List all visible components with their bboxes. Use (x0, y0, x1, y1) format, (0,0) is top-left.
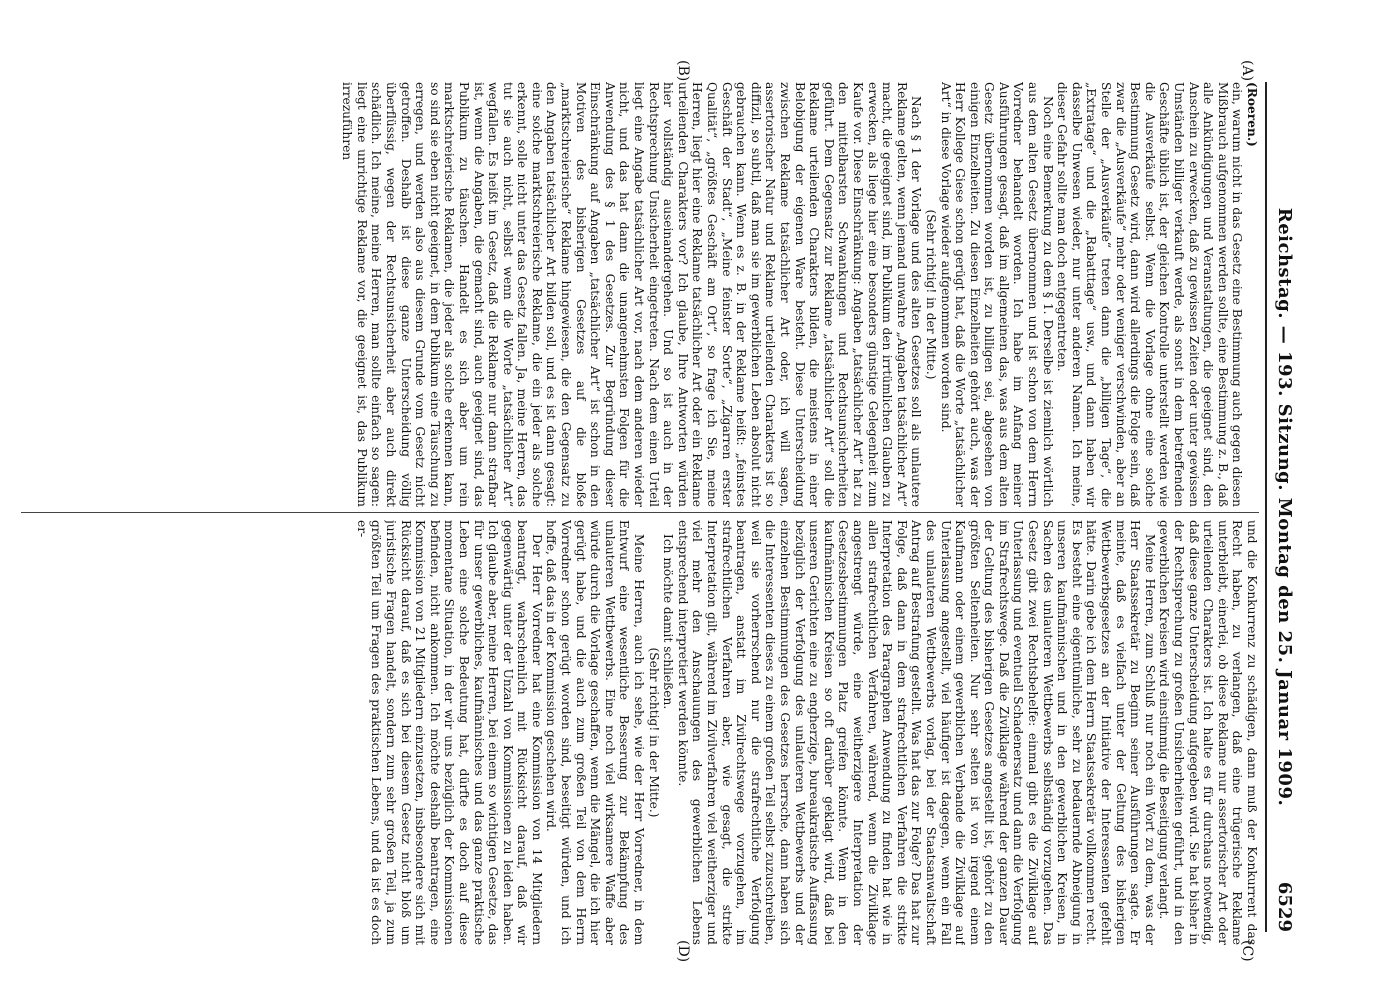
header-rule (1265, 82, 1267, 932)
paragraph: Der Herr Vorredner hat eine Kommission von 14 Mitgliedern beantragt, wahrscheinlich mit Rücksicht darauf, daß wir gegenwärtig unter der Unzahl von Kommissionen zu leiden haben. Ich glaube aber, meine Herren, bei einem so wichtigen Gesetze, das für unser gewerbliches, kaufmännisches und das ganze praktische Leben eine solche Bedeutung hat, dürfte es doch auf diese momentane Situation, in der wir uns bezüglich der Kommissionen befinden, nicht ankommen. Ich möchte deshalb beantragen, eine Kommission von 21 Mitgliedern einzusetzen, insbesondere sich mit Rücksicht darauf, daß es sich bei diesem Gesetz nicht bloß um juristische Fragen handelt, sondern zum sehr großen Teil, ja zum größten Teil um Fragen des praktischen Lebens, und da ist es doch er- (354, 520, 544, 945)
paragraph: ein, warum nicht in das Gesetz eine Bestimmung auch gegen diesen Mißbrauch aufgenommen werden sollte, eine Bestimmung z. B., daß alle Ankündigungen und Veranstaltungen, die geeignet sind, den Anschein zu erwecken, daß zu gewissen Zeiten oder unter gewissen Umständen billiger verkauft werde, als sonst in dem betreffenden Geschäfte üblich ist, der gleichen Kontrolle unterstellt werden wie die Ausverkäufe selbst. Wenn die Vorlage ohne eine solche Bestimmung Gesetz wird, dann wird allerdings die Folge sein, daß zwar die „Ausverkäufe“ mehr oder weniger verschwinden, aber an Stelle der „Ausverkäufe“ treten dann die „billigen Tage“, die „Extratage“ und die „Rabatttage“ usw., und dann haben wir dasselbe Unwesen wieder, nur unter anderen Namen. Ich meine, dieser Gefahr sollte man doch entgegentreten. (1055, 82, 1245, 507)
speaker-label: (Roeren.) (1245, 82, 1259, 147)
margin-marker-c: (C) (1239, 940, 1255, 962)
margin-marker-d: (D) (675, 940, 691, 963)
paragraph: Meine Herren, auch ich sehe, wie der Herr Vorredner, in dem Entwurf eine wesentliche Besserung zur Bekämpfung des unlauteren Wettbewerbs. Eine noch viel wirksamere Waffe aber würde durch die Vorlage geschaffen, wenn die Mängel, die ich hier gerügt habe, und die auch zum großen Teil von dem Herrn Vorredner schon gerügt worden sind, beseitigt würden, und ich hoffe, daß das in der Kommission geschehen wird. (544, 520, 647, 945)
paragraph: Meine Herren, zum Schluß nur noch ein Wort zu dem, was der Herr Staatssekretär zu Beginn seiner Ausführungen sagte. Er meinte, daß es vielfach unter der Geltung des bisherigen Wettbewerbsgesetzes an der Initiative der Interessenten gefehlt hätte. Darin gebe ich dem Herrn Staatssekretär vollkommen recht. Es besteht eine eigentümliche, sehr zu bedauernde Abneigung in unseren kaufmännischen und in den gewerblichen Kreisen, in Sachen des unlauteren Wettbewerbs selbständig vorzugehen. Das Gesetz gibt zwei Rechtsbehelfe: einmal gibt es die Zivilklage auf Unterlassung und eventuell Schadenersatz und dann die Verfolgung im Strafrechtswege. Daß die Zivilklage während der ganzen Dauer der Geltung des bisherigen Gesetzes angestellt ist, gehört zu den größten Seltenheiten. Nur sehr selten ist von irgend einem Kaufmann oder einem gewerblichen Verbande die Zivilklage auf Unterlassung angestellt, viel häufiger ist dagegen, wenn ein Fall des unlauteren Wettbewerbs vorlag, bei der Staatsanwaltschaft Antrag auf Bestrafung gestellt. Was hat das zur Folge? Das hat zur Folge, daß dann in dem strafrechtlichen Verfahren die strikte Interpretation des Paragraphen Anwendung zu finden hat wie in allen strafrechtlichen Verfahren, während, wenn die Zivilklage angestrengt würde, eine weitherzigere Interpretation der Gesetzesbestimmungen Platz greifen könnte. Wenn in den kaufmännischen Kreisen so oft darüber geklagt wird, daß bei unseren Gerichten eine zu engherzige, bureaukratische Auffassung bezüglich der Verfolgung des unlauteren Wettbewerbs und der einzelnen Bestimmungen des Gesetzes herrsche, dann haben sich die Interessenten dieses zu einem großen Teil selbst zuzuschreiben, weil sie vorherrschend nur die strafrechtliche Verfolgung beantragen, anstatt im Zivilrechtswege vorzugehen, im strafrechtlichen Verfahren aber, wie gesagt, die strikte Interpretation gilt, während im Zivilverfahren viel weitherziger und viel mehr den Anschauungen des gewerblichen Lebens entsprechend interpretiert werden könnte. (675, 520, 1157, 945)
page-number: 6529 (1274, 881, 1295, 932)
paragraph: Ich möchte damit schließen. (661, 534, 676, 710)
paragraph: und die Konkurrenz zu schädigen, dann muß der Konkurrent das Recht haben, zu verlangen, daß eine trügerische Reklame unterbleibt, einerlei, ob diese Reklame nur assertorischer Art oder urteilenden Charakters ist. Ich halte es für durchaus notwendig, daß diese ganze Unterscheidung aufgegeben wird. Sie hat bisher in der Rechtsprechung zu großen Unsicherheiten geführt, und in den gewerblichen Kreisen wird einstimmig die Beseitigung verlangt. (1157, 520, 1259, 945)
newspaper-page (3, 0, 1303, 1000)
paragraph: Noch eine Bemerkung zu dem § 1. Derselbe ist ziemlich wörtlich aus dem alten Gesetz übernommen und ist schon von dem Herrn Vorredner behandelt worden. Ich habe im Anfang meiner Ausführungen gesagt, daß im allgemeinen das, was aus dem alten Gesetz übernommen worden ist, zu billigen sei, abgesehen von einigen Einzelheiten. Zu diesen Einzelheiten gehört auch, was der Herr Kollege Giese schon gerügt hat, daß die Worte „tatsächlicher Art“ in diese Vorlage wieder aufgenommen worden sind. (938, 82, 1055, 507)
interjection: (Sehr richtig! in der Mitte.) (646, 647, 661, 818)
left-column (21, 82, 1259, 507)
margin-marker-b: (B) (675, 60, 691, 82)
page-title: Reichstag. — 193. Sitzung. Montag den 25. Januar 1909. (1274, 207, 1295, 807)
interjection: (Sehr richtig! in der Mitte.) (923, 209, 938, 380)
page-header (1271, 82, 1295, 932)
paragraph: Nach § 1 der Vorlage und des alten Gesetzes soll als unlautere Reklame gelten, wenn jemand unwahre „Angaben tatsächlicher Art“ macht, die geeignet sind, im Publikum den irrtümlichen Glauben zu erwecken, als liege hier eine besonders günstige Gelegenheit zum Kaufe vor. Diese Einschränkung: Angaben „tatsächlicher Art“ hat zu den mittelbarsten Schwankungen und Rechtsunsicherheiten geführt. Dem Gegensatz zur Reklame „tatsächlicher Art“ soll die Reklame urteilenden Charakters bilden, die meistens in einer Belobigung der eigenen Ware besteht. Diese Unterscheidung zwischen Reklame tatsächlicher Art oder, ich will sagen, assertorischer Natur und Reklame urteilenden Charakters ist so diffizil, so subtil, daß man sie im gewerblichen Leben absolut nicht gebrauchen kann. Wenn es z. B. in der Reklame heißt: „feinstes Geschäft der Stadt“, „Meine feinster Sorte“, „Zigarren erster Qualität“, „größtes Geschäft am Ort“, so frage ich Sie, meine Herren, liegt hier eine Reklame tatsächlicher Art oder ein Reklame urteilenden Charakters vor? Ich glaube, Ihre Antworten würden hier vollständig auseinandergehen. Und so ist auch in der Rechtsprechung Unsicherheit eingetreten. Nach dem einen Urteil liegt eine Angabe tatsächlicher Art vor, nach dem anderen wieder nicht, und das hat dann die unangenehmsten Folgen für die Anwendung des § 1 des Gesetzes. Zur Begründung dieser Einschränkung auf Angaben „tatsächlicher Art“ ist schon in den Motiven des bisherigen Gesetzes auf die bloße „marktschreierische“ Reklame hingewiesen, die den Gegensatz zu den Angaben tatsächlicher Art bilden soll, und es ist dann gesagt: eine solche marktschreierische Reklame, die ein jeder als solche erkennt, solle nicht unter das Gesetz fallen. Ja, meine Herren, das tut sie auch nicht, selbst wenn die Worte „tatsächlicher Art“ wegfallen. Es heißt im Gesetz, daß die Reklame nur dann strafbar ist, wenn die Angaben, die gemacht sind, auch geeignet sind, das Publikum zu täuschen. Handelt es sich aber um rein marktschreierische Reklamen, die jeder als solche erkennen kann, so sind sie eben nicht geeignet, in dem Publikum eine Täuschung zu erregen, und werden also aus diesem Grunde vom Gesetz nicht getroffen. Deshalb ist diese ganze Unterscheidung völlig überflüssig, wegen der Rechtsunsicherheit aber auch direkt schädlich. Ich meine, meine Herren, man sollte einfach so sagen: liegt eine unrichtige Reklame vor, die geeignet ist, das Publikum irrezuführen (340, 82, 924, 507)
column-divider (21, 512, 1259, 513)
margin-marker-a: (A) (1239, 60, 1255, 82)
right-column (21, 520, 1259, 945)
